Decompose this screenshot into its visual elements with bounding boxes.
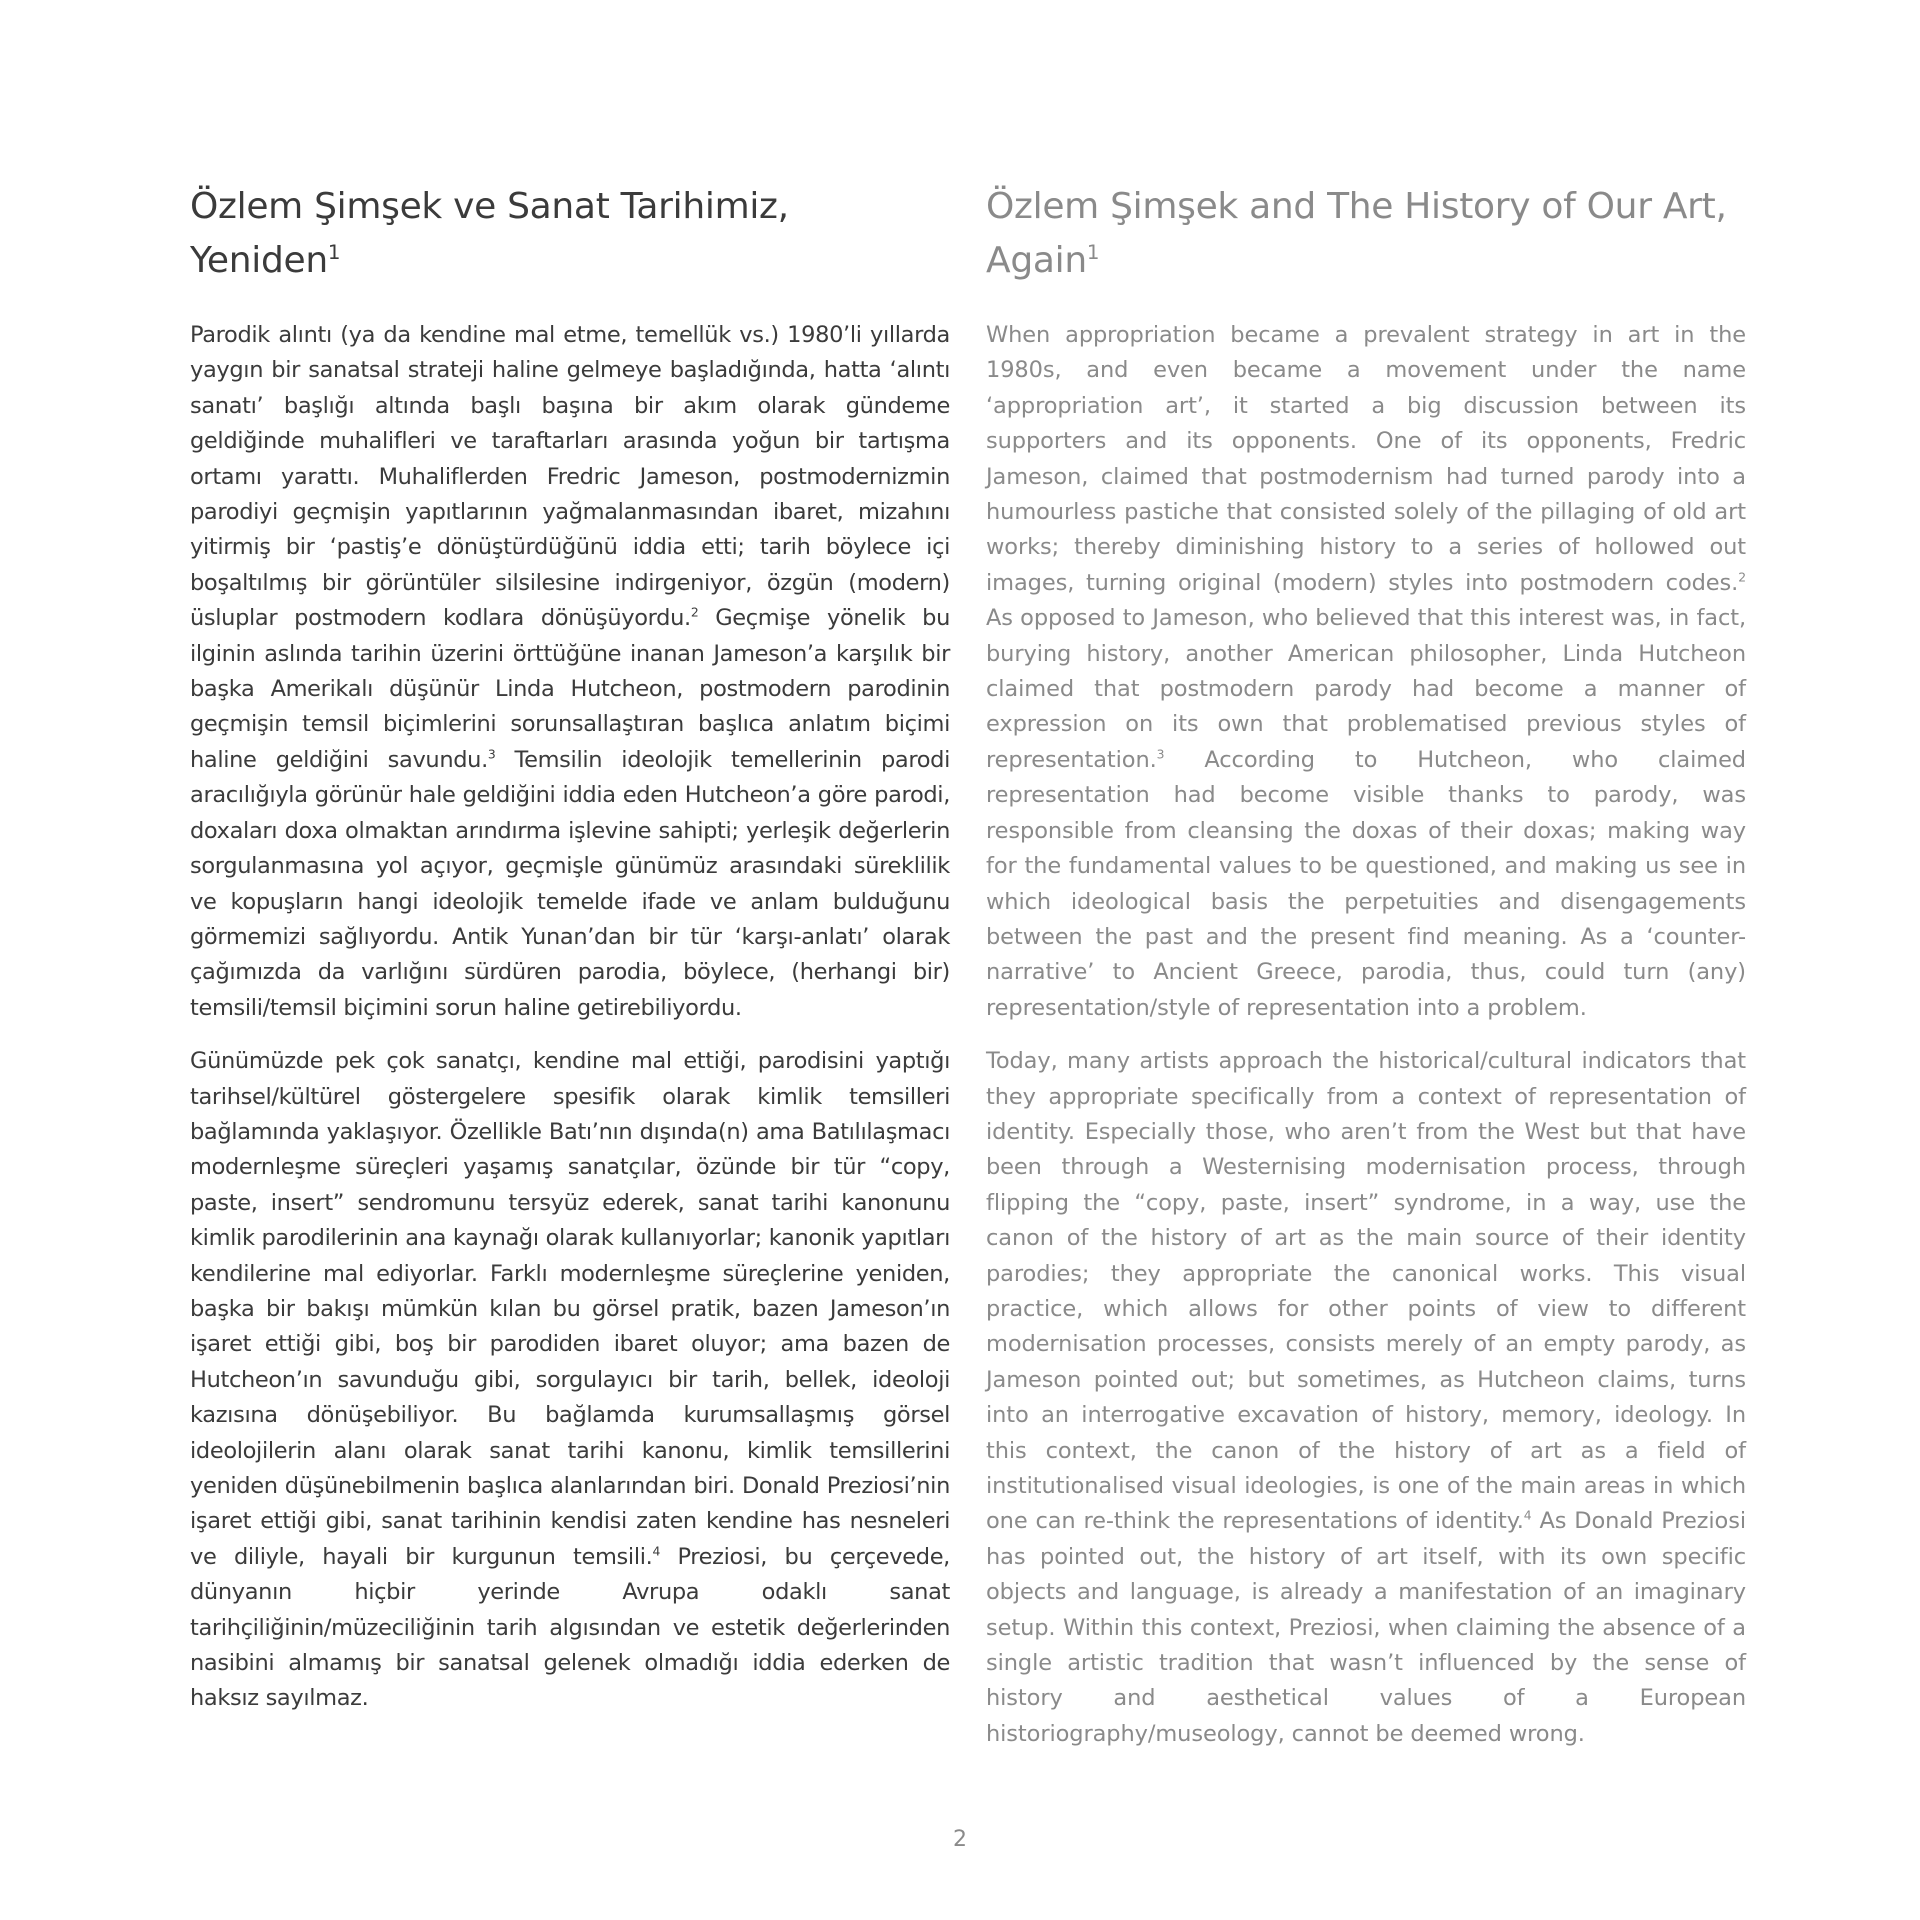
english-column — [986, 180, 1746, 1770]
text-run: When appropriation became a prevalent strategy in art in the 1980s, and even became a movement under the name ‘appropriation art’, it started a big discussion between its supporters and its opponents. One of its opponents, Fredric Jameson, claimed that postmodernism had turned parody into a humourless pastiche that consisted solely of the pillaging of old art works; thereby diminishing history to a series of hollowed out images, turning original (modern) styles into postmodern codes. — [986, 322, 1746, 596]
text-run: Preziosi, bu çerçevede, dünyanın hiçbir yerinde Avrupa odaklı sanat tarihçiliğinin/müzeciliğinin tarih algısından ve estetik değerlerinden nasibini almamış bir sanatsal gelenek olmadığı iddia ederken de haksız sayılmaz. — [190, 1543, 950, 1712]
turkish-paragraph-2 — [190, 1044, 950, 1717]
text-run: Günümüzde pek çok sanatçı, kendine mal ettiği, parodisini yaptığı tarihsel/kültürel göstergelere spesifik olarak kimlik temsilleri bağlamında yaklaşıyor. Özellikle Batı’nın dışında(n) ama Batılılaşmacı modernleşme süreçleri yaşamış sanatçılar, özünde bir tür “copy, paste, insert” sendromunu tersyüz ederek, sanat tarihi kanonunu kimlik parodilerinin ana kaynağı olarak kullanıyorlar; kanonik yapıtları kendilerine mal ediyorlar. Farklı modernleşme süreçlerine yeniden, başka bir bakışı mümkün kılan bu görsel pratik, bazen Jameson’ın işaret ettiği gibi, boş bir parodiden ibaret oluyor; ama bazen de Hutcheon’ın savunduğu gibi, sorgulayıcı bir tarih, bellek, ideoloji kazısına dönüşebiliyor. Bu bağlamda kurumsallaşmış görsel ideolojilerin alanı olarak sanat tarihi kanonu, kimlik temsillerini yeniden düşünebilmenin başlıca alanlarından biri. Donald Preziosi’nin işaret ettiği gibi, sanat tarihinin kendisi zaten kendine has nesneleri ve diliyle, hayali bir kurgunun temsili. — [190, 1048, 950, 1570]
text-run: Geçmişe yönelik bu ilginin aslında tarihin üzerini örttüğüne inanan Jameson’a karşılık bir başka Amerikalı düşünür Linda Hutcheon, postmodern parodinin geçmişin temsil biçimlerini sorunsallaştıran başlıca anlatım biçimi haline geldiğini savundu. — [190, 605, 951, 773]
footnote-ref: 2 — [690, 605, 699, 620]
turkish-title — [190, 180, 950, 288]
page-number: 2 — [953, 1827, 967, 1852]
turkish-title-text: Özlem Şimşek ve Sanat Tarihimiz, Yeniden — [190, 186, 789, 281]
english-paragraph-2 — [986, 1044, 1746, 1752]
footnote-ref: 2 — [1738, 570, 1746, 585]
english-title — [986, 180, 1746, 288]
footnote-ref: 4 — [652, 1544, 660, 1559]
footnote-ref: 1 — [1086, 241, 1100, 264]
text-run: Parodik alıntı (ya da kendine mal etme, temellük vs.) 1980’li yıllarda yaygın bir sanatsal strateji haline gelmeye başladığında, hatta ‘alıntı sanatı’ başlığı altında başlı başına bir akım olarak gündeme geldiğinde muhalifleri ve taraftarları arasında yoğun bir tartışma ortamı yarattı. Muhaliflerden Fredric Jameson, postmodernizmin parodiyi geçmişin yapıtlarının yağmalanmasından ibaret, mizahını yitirmiş bir ‘pastiş’e dönüştürdüğünü iddia etti; tarih böylece içi boşaltılmış bir görüntüler silsilesine indirgeniyor, özgün (modern) üsluplar postmodern kodlara dönüşüyordu. — [190, 322, 950, 632]
text-run: As Donald Preziosi has pointed out, the history of art itself, with its own specific objects and language, is already a manifestation of an imaginary setup. Within this context, Preziosi, when claiming the absence of a single artistic tradition that wasn’t influenced by the sense of history and aesthetical values of a European historiography/museology, cannot be deemed wrong. — [986, 1508, 1746, 1747]
footnote-ref: 3 — [1156, 747, 1165, 762]
text-run: Temsilin ideolojik temellerinin parodi aracılığıyla görünür hale geldiğini iddia eden Hutcheon’a göre parodi, doxaları doxa olmaktan arındırma işlevine sahipti; yerleşik değerlerin sorgulanmasına yol açıyor, geçmişle günümüz arasındaki süreklilik ve kopuşların hangi ideolojik temelde ifade ve anlam bulduğunu görmemizi sağlıyordu. Antik Yunan’dan bir tür ‘karşı-anlatı’ olarak çağımızda da varlığını sürdüren parodia, böylece, (herhangi bir) temsili/temsil biçimini sorun haline getirebiliyordu. — [190, 746, 950, 1021]
footnote-ref: 1 — [327, 241, 341, 264]
text-run: According to Hutcheon, who claimed representation had become visible thanks to parody, was responsible from cleansing the doxas of their doxas; making way for the fundamental values to be questioned, and making us see in which ideological basis the perpetuities and disengagements between the past and the present find meaning. As a ‘counter-narrative’ to Ancient Greece, parodia, thus, could turn (any) representation/style of representation into a problem. — [986, 746, 1746, 1021]
text-run: Today, many artists approach the historical/cultural indicators that they appropriate specifically from a context of representation of identity. Especially those, who aren’t from the West but that have been through a Westernising modernisation process, through flipping the “copy, paste, insert” syndrome, in a way, use the canon of the history of art as the main source of their identity parodies; they appropriate the canonical works. This visual practice, which allows for other points of view to different modernisation processes, consists merely of an empty parody, as Jameson pointed out; but sometimes, as Hutcheon claims, turns into an interrogative excavation of history, memory, ideology. In this context, the canon of the history of art as a field of institutionalised visual ideologies, is one of the main areas in which one can re-think the representations of identity. — [986, 1048, 1746, 1535]
footnote-ref: 4 — [1523, 1508, 1532, 1523]
text-run: As opposed to Jameson, who believed that this interest was, in fact, burying history, another American philosopher, Linda Hutcheon claimed that postmodern parody had become a manner of expression on its own that problematised previous styles of representation. — [986, 605, 1746, 773]
turkish-column — [190, 180, 950, 1735]
footnote-ref: 3 — [487, 747, 496, 762]
turkish-paragraph-1 — [190, 318, 950, 1026]
english-paragraph-1 — [986, 318, 1746, 1026]
english-title-text: Özlem Şimşek and The History of Our Art, Again — [986, 186, 1727, 281]
